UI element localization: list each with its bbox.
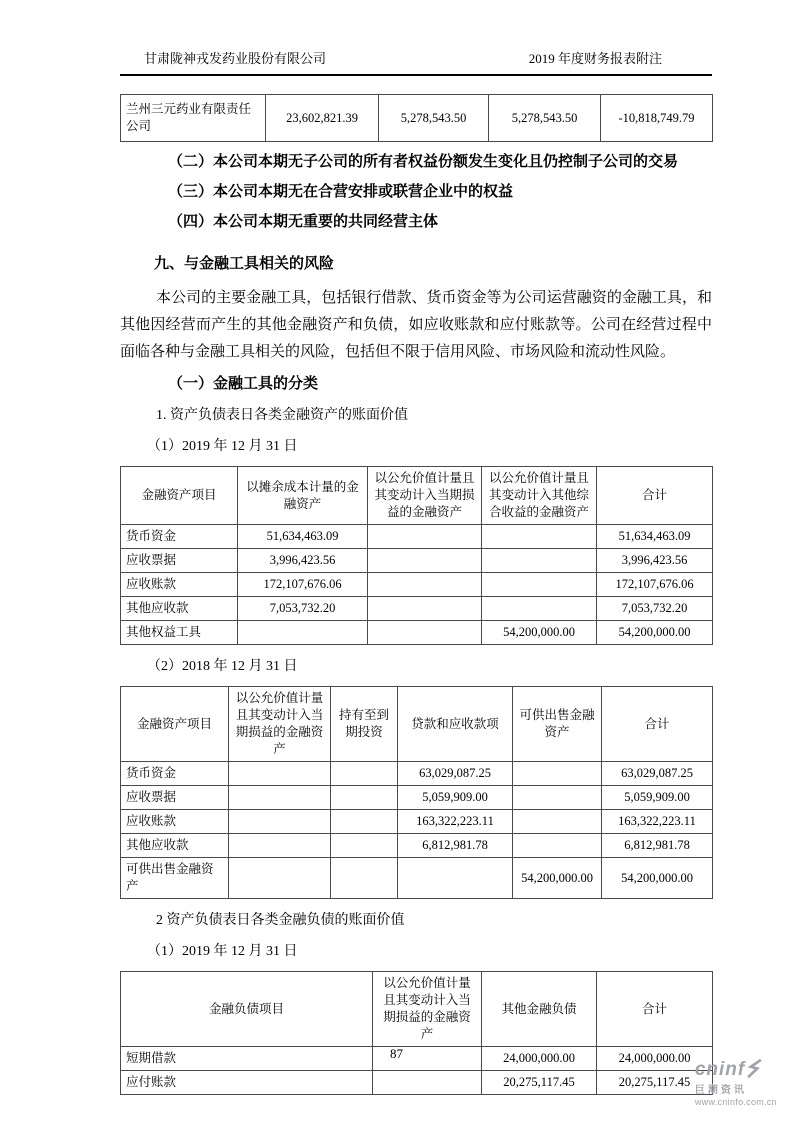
table-row xyxy=(121,786,713,810)
assets-2018-table xyxy=(120,686,713,899)
value-cell xyxy=(331,786,398,810)
column-header-cell: 以摊余成本计量的金融资产 xyxy=(238,467,368,525)
value-cell: 7,053,732.20 xyxy=(238,597,368,621)
value-cell: 5,059,909.00 xyxy=(602,786,713,810)
value-cell: 3,996,423.56 xyxy=(238,549,368,573)
value-cell: 163,322,223.11 xyxy=(602,810,713,834)
value-cell: 20,275,117.45 xyxy=(597,1071,713,1095)
value-cell: 5,278,543.50 xyxy=(379,95,489,142)
column-header-cell: 可供出售金融资产 xyxy=(513,687,602,762)
column-header-cell: 其他金融负债 xyxy=(482,972,597,1047)
table-row xyxy=(121,762,713,786)
value-cell xyxy=(229,858,331,899)
value-cell xyxy=(331,810,398,834)
table-row xyxy=(121,573,713,597)
page-number: 87 xyxy=(390,1046,403,1061)
table-row xyxy=(121,621,713,645)
value-cell xyxy=(513,810,602,834)
column-header-cell: 合计 xyxy=(597,467,713,525)
value-cell xyxy=(513,786,602,810)
heading-item-3: （三）本公司本期无在合营安排或联营企业中的权益 xyxy=(168,184,514,200)
value-cell: 54,200,000.00 xyxy=(482,621,597,645)
row-label-cell: 其他权益工具 xyxy=(121,621,238,645)
value-cell: 51,634,463.09 xyxy=(238,525,368,549)
value-cell xyxy=(331,834,398,858)
table-header-row xyxy=(121,972,713,1047)
column-header-cell: 持有至到期投资 xyxy=(331,687,398,762)
row-label-cell: 其他应收款 xyxy=(121,834,229,858)
value-cell: 172,107,676.06 xyxy=(597,573,713,597)
table-row xyxy=(121,549,713,573)
heading-date-2019-b: （1）2019 年 12 月 31 日 xyxy=(147,944,298,959)
assets-2018-table-wrap xyxy=(120,686,712,899)
value-cell xyxy=(368,573,482,597)
column-header-cell: 以公允价值计量且其变动计入当期损益的金融资产 xyxy=(229,687,331,762)
value-cell xyxy=(368,525,482,549)
row-label-cell: 货币资金 xyxy=(121,525,238,549)
value-cell: 54,200,000.00 xyxy=(602,858,713,899)
column-header-cell: 以公允价值计量且其变动计入当期损益的金融资产 xyxy=(368,467,482,525)
document-title: 2019 年度财务报表附注 xyxy=(528,51,662,66)
value-cell: -10,818,749.79 xyxy=(601,95,713,142)
value-cell: 63,029,087.25 xyxy=(398,762,513,786)
heading-date-2018: （2）2018 年 12 月 31 日 xyxy=(147,659,298,674)
table-row xyxy=(121,525,713,549)
value-cell: 54,200,000.00 xyxy=(597,621,713,645)
cninfo-cn-name: 巨潮资讯 xyxy=(694,1085,747,1097)
value-cell: 7,053,732.20 xyxy=(597,597,713,621)
column-header-cell: 金融资产项目 xyxy=(121,687,229,762)
cninfo-s-icon xyxy=(747,1059,762,1084)
value-cell xyxy=(513,834,602,858)
cninfo-logo-top xyxy=(695,1059,777,1084)
heading-date-2019-a: （1）2019 年 12 月 31 日 xyxy=(147,439,298,454)
value-cell xyxy=(368,621,482,645)
row-label-cell: 应收票据 xyxy=(121,786,229,810)
heading-point-1: 1. 资产负债表日各类金融资产的账面价值 xyxy=(156,408,408,423)
liabilities-2019-table xyxy=(120,971,713,1095)
value-cell xyxy=(513,762,602,786)
column-header-cell: 金融负债项目 xyxy=(121,972,373,1047)
column-header-cell: 合计 xyxy=(602,687,713,762)
cninfo-url: www.cninfo.com.cn xyxy=(694,1097,777,1108)
value-cell: 54,200,000.00 xyxy=(513,858,602,899)
table-row xyxy=(121,1071,713,1095)
column-header-cell: 金融资产项目 xyxy=(121,467,238,525)
value-cell xyxy=(368,597,482,621)
value-cell: 24,000,000.00 xyxy=(597,1047,713,1071)
value-cell xyxy=(331,762,398,786)
row-label-cell: 应收票据 xyxy=(121,549,238,573)
value-cell xyxy=(398,858,513,899)
company-name: 甘肃陇神戎发药业股份有限公司 xyxy=(144,51,327,66)
row-label-cell: 应收账款 xyxy=(121,810,229,834)
column-header-cell: 贷款和应收款项 xyxy=(398,687,513,762)
table-row xyxy=(121,834,713,858)
value-cell xyxy=(238,621,368,645)
assets-2019-table-wrap xyxy=(120,466,712,645)
column-header-cell: 以公允价值计量且其变动计入当期损益的金融资产 xyxy=(373,972,482,1047)
value-cell xyxy=(229,762,331,786)
table-row xyxy=(121,810,713,834)
heading-sub-1: （一）金融工具的分类 xyxy=(168,376,319,392)
value-cell xyxy=(482,597,597,621)
row-label-cell: 其他应收款 xyxy=(121,597,238,621)
column-header-cell: 合计 xyxy=(597,972,713,1047)
value-cell: 163,322,223.11 xyxy=(398,810,513,834)
page-content xyxy=(120,48,712,1095)
value-cell: 5,278,543.50 xyxy=(489,95,601,142)
value-cell xyxy=(229,810,331,834)
row-label-cell: 短期借款 xyxy=(121,1047,373,1071)
value-cell: 20,275,117.45 xyxy=(482,1071,597,1095)
value-cell xyxy=(482,525,597,549)
heading-item-2: （二）本公司本期无子公司的所有者权益份额发生变化且仍控制子公司的交易 xyxy=(168,154,679,170)
body-paragraph: 本公司的主要金融工具，包括银行借款、货币资金等为公司运营融资的金融工具，和其他因经营而产生的其他金融资产和负债，如应收账款和应付账款等。公司在经营过程中面临各种与金融工具相关的风险，包括但不限于信用风险、市场风险和流动性风险。 xyxy=(120,290,712,360)
page-header xyxy=(120,48,712,76)
column-header-cell: 以公允价值计量且其变动计入其他综合收益的金融资产 xyxy=(482,467,597,525)
value-cell xyxy=(368,549,482,573)
value-cell: 24,000,000.00 xyxy=(482,1047,597,1071)
heading-section-9: 九、与金融工具相关的风险 xyxy=(154,256,335,272)
value-cell: 5,059,909.00 xyxy=(398,786,513,810)
value-cell xyxy=(229,834,331,858)
value-cell xyxy=(331,858,398,899)
table-row xyxy=(121,858,713,899)
value-cell: 3,996,423.56 xyxy=(597,549,713,573)
table-header-row xyxy=(121,467,713,525)
row-label-cell: 可供出售金融资产 xyxy=(121,858,229,899)
cninfo-logo xyxy=(695,1059,777,1108)
carryover-table xyxy=(120,94,713,142)
table-row xyxy=(121,597,713,621)
row-label-cell: 应收账款 xyxy=(121,573,238,597)
value-cell xyxy=(373,1071,482,1095)
heading-point-2: 2 资产负债表日各类金融负债的账面价值 xyxy=(156,913,405,928)
carryover-table-wrap xyxy=(120,94,712,142)
table-header-row xyxy=(121,687,713,762)
row-label-cell: 兰州三元药业有限责任公司 xyxy=(121,95,266,142)
value-cell: 172,107,676.06 xyxy=(238,573,368,597)
table-row xyxy=(121,95,713,142)
row-label-cell: 应付账款 xyxy=(121,1071,373,1095)
value-cell: 6,812,981.78 xyxy=(398,834,513,858)
value-cell xyxy=(482,549,597,573)
row-label-cell: 货币资金 xyxy=(121,762,229,786)
value-cell: 63,029,087.25 xyxy=(602,762,713,786)
value-cell: 6,812,981.78 xyxy=(602,834,713,858)
value-cell xyxy=(482,573,597,597)
value-cell xyxy=(229,786,331,810)
cninfo-brand-text: cninf xyxy=(694,1059,746,1081)
value-cell: 51,634,463.09 xyxy=(597,525,713,549)
liabilities-2019-table-wrap xyxy=(120,971,712,1095)
assets-2019-table xyxy=(120,466,713,645)
value-cell: 23,602,821.39 xyxy=(266,95,379,142)
heading-item-4: （四）本公司本期无重要的共同经营主体 xyxy=(168,214,439,230)
